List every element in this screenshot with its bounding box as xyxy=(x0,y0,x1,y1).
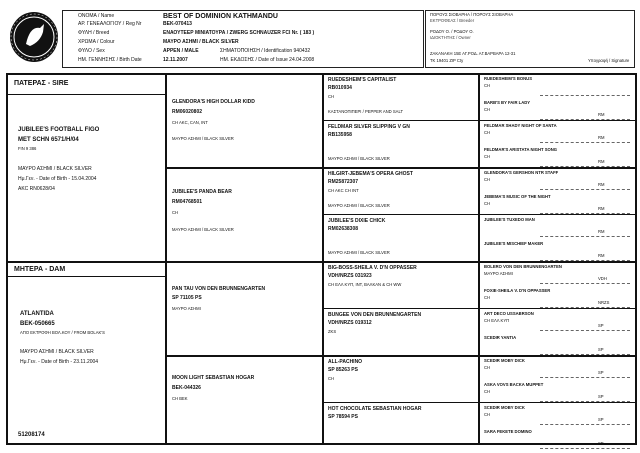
owner-name: ΡΟΔΟΥ Ο. / ΡΟΔΟΥ Ο. xyxy=(430,29,474,34)
gggp-reg: NRZS xyxy=(598,299,610,305)
dog-breed: ΕΝΑΟΥΤΕΕΡ ΜΙΝΙΑΤΟΥΡΑ / ZWERG SCHNAUZER FCI Nr. ( 183 ) xyxy=(163,30,315,36)
ggp-reg: SP 78594 PS xyxy=(328,414,358,420)
gp-sire-dam-info2: ΜΑΥΡΟ ΑΣΗΜΙ / BLACK SILVER xyxy=(172,227,234,232)
dog-name: BEST OF DOMINION KATHMANDU xyxy=(163,13,278,20)
header-logo-box xyxy=(8,10,61,68)
signature-label: Υπογραφή / Signature xyxy=(588,58,630,63)
gggp-divider xyxy=(540,401,630,402)
ggp-reg: RM02638308 xyxy=(328,226,359,232)
dam-heading: ΜΗΤΕΡΑ - DAM xyxy=(14,266,66,273)
ggp-info2: ΜΑΥΡΟ ΑΣΗΜΙ / BLACK SILVER xyxy=(328,203,390,208)
gggp-divider xyxy=(540,119,630,120)
gggp-info: CH xyxy=(484,365,491,370)
gggp-name: JUBILEE'S MISCHIEF MAKER xyxy=(484,240,544,246)
ggp-name: FELDMAR SILVER SLIPPING V GN xyxy=(328,124,410,130)
gggp-divider xyxy=(540,448,630,449)
gggp-reg: RM xyxy=(598,229,605,234)
gp-dam-sire-name: PAN TAU VON DEN BRUNNENGARTEN xyxy=(172,286,266,292)
gp-sire-dam-info1: CH xyxy=(172,210,179,215)
gp-dam-sire-info1: ΜΑΥΡΟ ΑΣΗΜΙ xyxy=(172,306,201,311)
ggp-name: HOT CHOCOLATE SEBASTIAN HOGAR xyxy=(328,406,422,412)
dam-name: ATLANTIDA xyxy=(20,311,54,317)
gp-dam-sire-reg: SP 71105 PS xyxy=(172,295,202,301)
sire-heading: ΠΑΤΕΡΑΣ - SIRE xyxy=(14,80,69,87)
label-birth: ΗΜ. ΓΕΝΝΗΣΗΣ / Birth Date xyxy=(78,57,142,63)
owner-address: ΖΑΚΑΝΑΚΗ 15Ε ΑΓ.ΡΟΔ. ΑΓ.ΒΑΡΒΑΡΑ 12-31 xyxy=(430,51,516,56)
gggp-info: CH xyxy=(484,294,491,300)
gggp-name: FELDMAR'S ARISTATA NIGHT SONG xyxy=(484,146,558,152)
ggp-name: RUEDESHEIM'S CAPITALIST xyxy=(328,77,397,83)
gggp-name: FOXIE-SHEILA V. D'N OPPASSER xyxy=(484,287,551,293)
gp-dam-dam-reg: BEK-044326 xyxy=(172,385,201,391)
gggp-reg: RM xyxy=(598,111,605,117)
gggp-name: ART DECO USSABRSON xyxy=(484,311,534,316)
dog-birth: 12.11.2007 xyxy=(163,57,188,63)
ggp-name: BIG-BOSS-SHEILA V. D'N OPPASSER xyxy=(328,265,417,271)
gggp-name: SCEDIR MOBY DICK xyxy=(484,358,525,363)
gggp-name: SARA FEKETE DOMINO xyxy=(484,428,532,434)
gggp-divider xyxy=(540,424,630,425)
gp-sire-sire-info2: ΜΑΥΡΟ ΑΣΗΜΙ / BLACK SILVER xyxy=(172,136,234,141)
gggp-name: GLENDORA'S GERSHON NTR STAFF xyxy=(484,170,559,175)
gggp-reg: RM xyxy=(598,252,605,258)
gggp-name: BARB'S BY FAIR LADY xyxy=(484,99,531,105)
ggp-reg: VDH/NRZS 019312 xyxy=(328,320,372,326)
breeder-name: ΠΟΡΟΥΣ ΣΙΟΒΑΡΗΑ / ΠΟΡΟΥΣ ΣΙΟΒΑΡΗΑ xyxy=(430,12,514,17)
gggp-info: CH xyxy=(484,153,491,159)
sire-note: AKC RN0628/04 xyxy=(18,186,55,192)
gggp-info: CH ΕΛΛ ΚΥΠ xyxy=(484,318,510,323)
dam-colour: ΜΑΥΡΟ ΑΣΗΜΙ / BLACK SILVER xyxy=(20,349,94,355)
gggp-divider xyxy=(540,283,630,284)
club-logo-icon xyxy=(10,12,58,62)
ggp-name: JUBILEE'S DIXIE CHICK xyxy=(328,218,386,224)
gggp-name: JUBILEE'S TUXEDO MAN xyxy=(484,217,535,222)
gggp-reg: RM xyxy=(598,205,605,211)
gggp-name: JEBEMA'S MUSIC OF THE NIGHT xyxy=(484,193,551,199)
gggp-info: CH xyxy=(484,200,491,206)
gp-dam-dam-name: MOON LIGHT SEBASTIAN HOGAR xyxy=(172,375,255,381)
gggp-name: SCEDIR MOBY DICK xyxy=(484,405,525,410)
gggp-info: CH xyxy=(484,130,491,135)
gggp-divider xyxy=(540,260,630,261)
label-sex: ΦΥΛΟ / Sex xyxy=(78,48,105,54)
gggp-reg: SP xyxy=(598,417,604,422)
ggp-reg: RB010934 xyxy=(328,85,352,91)
gp-sire-sire-name: GLENDORA'S HIGH DOLLAR KIDD xyxy=(172,99,255,105)
gggp-divider xyxy=(540,330,630,331)
ggp-info1: CH AKC CH INT xyxy=(328,188,359,193)
gggp-divider xyxy=(540,354,630,355)
ggp-info2: ΜΑΥΡΟ ΑΣΗΜΙ / BLACK SILVER xyxy=(328,250,390,255)
ggp-name: HILGIRT-JEBEMA'S OPERA GHOST xyxy=(328,171,413,177)
gggp-reg: SP xyxy=(598,323,604,328)
dog-identification: ΣΗΜΑΤΟΠΟΙΗΣΗ / Identification 940432 xyxy=(220,48,311,54)
sire-birth: Ημ.Γεν. - Date of Birth - 15.04.2004 xyxy=(18,176,97,182)
label-reg: ΑΡ. ΓΕΝΕΑΛΟΓΙΟΥ / Reg Nr xyxy=(78,21,142,27)
gggp-name: SCEDIR YANTIA xyxy=(484,334,517,340)
gggp-info: CH xyxy=(484,412,491,417)
sire-name-1: JUBILEE'S FOOTBALL FIGO xyxy=(18,127,100,133)
gggp-reg: VDH xyxy=(598,276,607,281)
ggp-info2: ΚΑΣΤΑΝΟΠΙΠΕΡΙ / PEPPER AND SALT xyxy=(328,109,404,114)
gggp-name: ASKA VOVS BACKA MUPPET xyxy=(484,381,544,387)
ggp-reg: RB135958 xyxy=(328,132,352,138)
gp-sire-sire-info1: CH AKC, CAN, INT xyxy=(172,120,208,125)
gggp-divider xyxy=(540,95,630,96)
gggp-divider xyxy=(540,236,630,237)
gggp-info: CH xyxy=(484,106,491,112)
gggp-reg: RM xyxy=(598,182,605,187)
ggp-reg: RM25872307 xyxy=(328,179,359,185)
dog-issue-date: ΗΜ. ΕΚΔΟΣΗΣ / Date of Issue 24.04.2008 xyxy=(220,57,315,63)
gggp-name: FELDMAR SHADY NIGHT OF SANTA xyxy=(484,123,557,128)
dam-number: 51208174 xyxy=(18,432,45,438)
gp-sire-dam-name: JUBILEE'S PANDA BEAR xyxy=(172,189,232,195)
breeder-label: ΕΚΤΡΟΦΕΑΣ / Breeder xyxy=(430,18,475,23)
gggp-reg: SP xyxy=(598,393,604,399)
gggp-divider xyxy=(540,166,630,167)
gggp-reg: SP xyxy=(598,346,604,352)
sire-colour: ΜΑΥΡΟ ΑΣΗΜΙ / BLACK SILVER xyxy=(18,166,92,172)
ggp-reg: VDH/NRZS 031923 xyxy=(328,273,372,279)
gp-sire-sire-reg: RM06020802 xyxy=(172,109,203,115)
ggp-name: ALL-PACHINO xyxy=(328,359,363,365)
gggp-divider xyxy=(540,377,630,378)
owner-phone: ΤΚ 19401 ZIP Cty xyxy=(430,58,464,63)
ggp-info2: ΜΑΥΡΟ ΑΣΗΜΙ / BLACK SILVER xyxy=(328,156,390,161)
owner-label: ΙΔΙΟΚΤΗΤΗΣ / Owner xyxy=(430,35,471,40)
ggp-info1: CH xyxy=(328,376,335,381)
ggp-name: BUNGEE VON DEN BRUNNENGARTEN xyxy=(328,312,422,318)
ggp-reg: SP 85263 PS xyxy=(328,367,358,373)
dam-birth: Ημ.Γεν. - Date of Birth - 23.11.2004 xyxy=(20,359,99,365)
gggp-reg: RM xyxy=(598,158,605,164)
gggp-name: BOLERO VON DEN BRUNNENGARTEN xyxy=(484,264,562,269)
gggp-reg: SP xyxy=(598,370,604,375)
label-name: ΟΝΟΜΑ / Name xyxy=(78,13,115,19)
gggp-reg: SP xyxy=(598,440,604,446)
dog-sex: ΑΡΡΕΝ / MALE xyxy=(163,48,199,54)
dam-info: ΑΠΟ ΕΚΤΡΟΦΗ ΒΟΛ.ΚΟΥ / FROM BOLAK'S xyxy=(20,330,105,335)
dog-reg: BEK-070413 xyxy=(163,21,192,27)
gggp-info: CH xyxy=(484,388,491,394)
gggp-reg: RM xyxy=(598,135,605,140)
gggp-info: ΜΑΥΡΟ ΑΣΗΜΙ xyxy=(484,271,513,276)
sire-name-2: MET SCHN 6571/H/04 xyxy=(18,137,79,143)
gggp-info: CH xyxy=(484,83,491,88)
gggp-divider xyxy=(540,189,630,190)
gggp-divider xyxy=(540,307,630,308)
ggp-info1: CH ΕΛΛ ΚΥΠ, ΙΝΤ, ΒΑΛΚΑΝ & CH WW xyxy=(328,282,402,287)
gp-dam-dam-info1: CH BEK xyxy=(172,396,188,401)
gggp-divider xyxy=(540,142,630,143)
sire-reg: FIN 9 386 xyxy=(18,146,37,151)
gp-sire-dam-reg: RM04768501 xyxy=(172,199,203,205)
dam-reg: BEK-050665 xyxy=(20,321,55,327)
label-colour: ΧΡΩΜΑ / Colour xyxy=(78,39,115,45)
gggp-info: CH xyxy=(484,177,491,182)
dog-colour: ΜΑΥΡΟ ΑΣΗΜΙ / BLACK SILVER xyxy=(163,39,239,45)
gggp-name: RUEDESHEIM'S BONUS xyxy=(484,76,532,81)
gggp-divider xyxy=(540,213,630,214)
ggp-info1: CH xyxy=(328,94,335,99)
ggp-info1: ZKS xyxy=(328,329,337,334)
label-breed: ΦΥΛΗ / Breed xyxy=(78,30,110,36)
